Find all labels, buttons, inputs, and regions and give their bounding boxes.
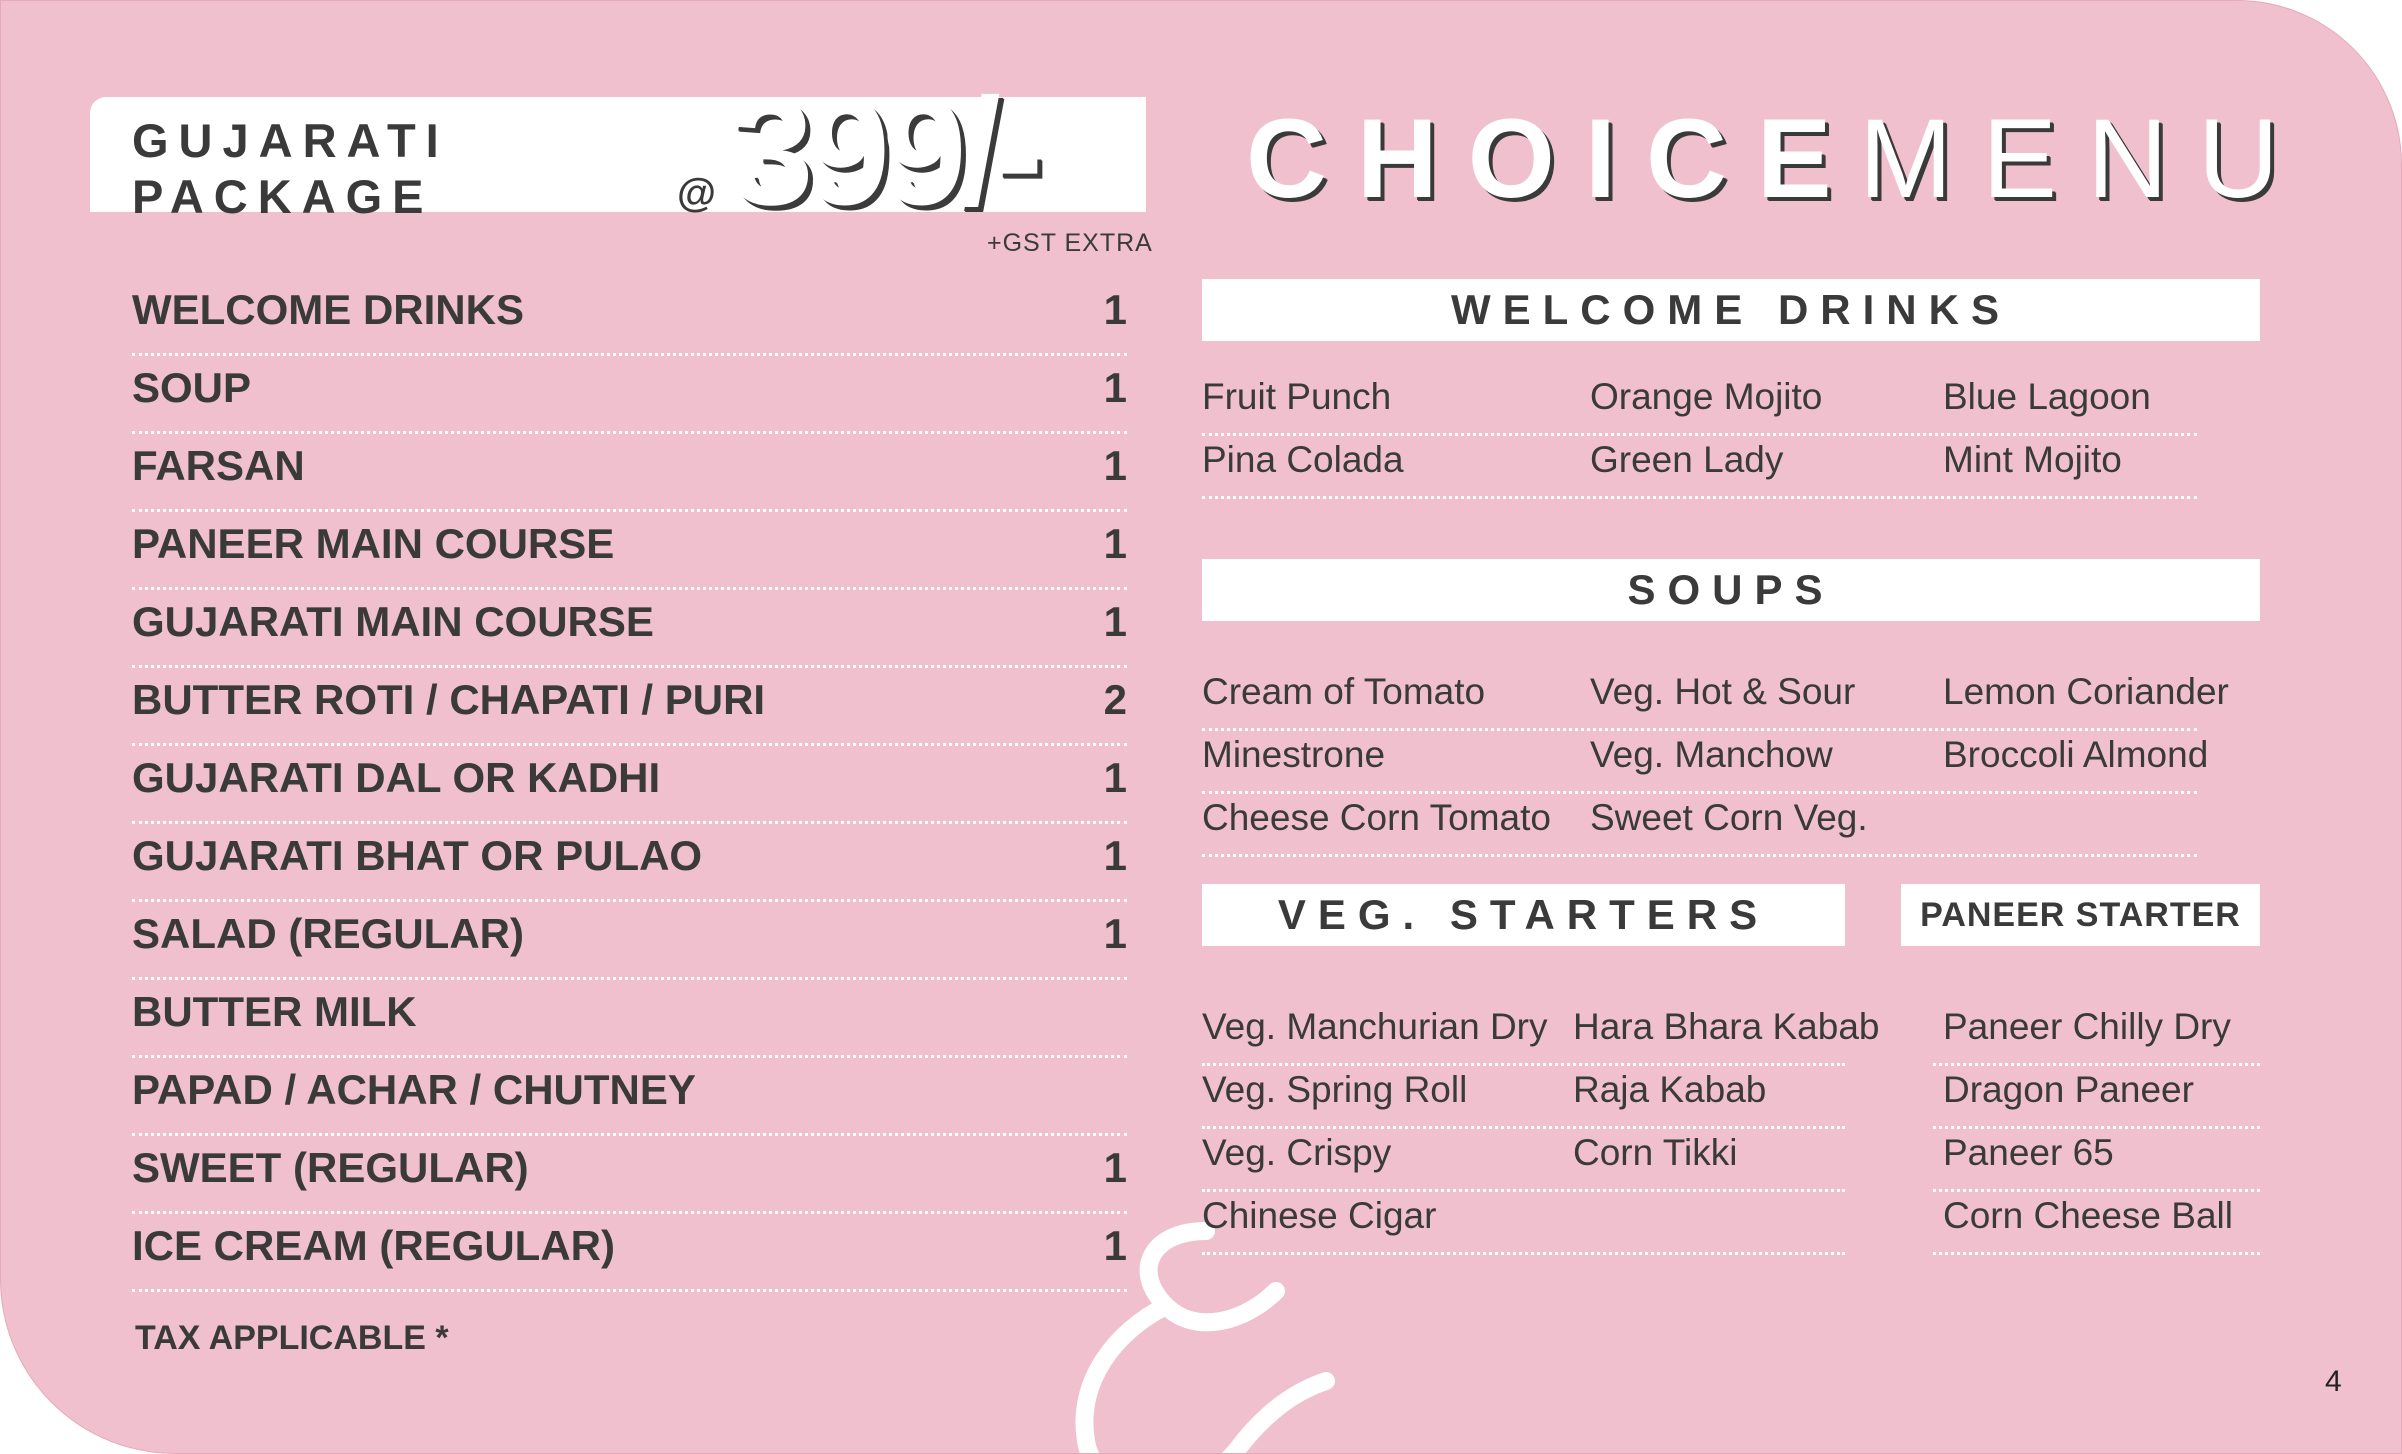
menu-item: Veg. Manchurian Dry — [1202, 1006, 1548, 1047]
dotted-divider — [1202, 1189, 1845, 1192]
price-at-symbol: @ — [677, 171, 717, 215]
dotted-divider — [1202, 1126, 1845, 1129]
package-item-row — [132, 668, 1127, 746]
package-item-qty: 1 — [1103, 286, 1127, 333]
package-item-row — [132, 1214, 1127, 1292]
package-item-name: GUJARATI DAL OR KADHI — [132, 754, 661, 801]
package-item-name: SOUP — [132, 364, 252, 411]
page-number: 4 — [2325, 1365, 2342, 1398]
package-item-row — [132, 512, 1127, 590]
package-item-row — [132, 434, 1127, 512]
choice-heading: CHOICE — [1246, 96, 1862, 221]
menu-item: Veg. Manchow — [1590, 734, 1833, 775]
package-item-qty: 1 — [1103, 1144, 1127, 1191]
menu-item: Minestrone — [1202, 734, 1386, 775]
menu-item: Fruit Punch — [1202, 376, 1392, 417]
paneer-starter-header: PANEER STARTER — [1901, 884, 2260, 946]
package-item-qty: 1 — [1103, 1222, 1127, 1269]
package-item-row — [132, 1136, 1127, 1214]
gst-note: +GST EXTRA — [987, 229, 1153, 257]
dotted-divider — [1202, 1252, 1845, 1255]
menu-item: Corn Cheese Ball — [1943, 1195, 2233, 1236]
dotted-divider — [1202, 496, 2197, 499]
package-item-row — [132, 902, 1127, 980]
dotted-divider — [1933, 1252, 2260, 1255]
package-item-name: PAPAD / ACHAR / CHUTNEY — [132, 1066, 696, 1113]
menu-item: Veg. Spring Roll — [1202, 1069, 1468, 1110]
package-item-name: PANEER MAIN COURSE — [132, 520, 615, 567]
veg-starters-header: VEG. STARTERS — [1202, 884, 1845, 946]
package-item-qty: 1 — [1103, 520, 1127, 567]
dotted-divider — [1933, 1126, 2260, 1129]
package-item-qty: 1 — [1103, 754, 1127, 801]
menu-item: Lemon Coriander — [1943, 671, 2229, 712]
package-item-name: ICE CREAM (REGULAR) — [132, 1222, 615, 1269]
package-price: 399/- — [729, 67, 1036, 237]
package-item-name: BUTTER MILK — [132, 988, 417, 1035]
menu-heading: MENU — [1859, 96, 2309, 221]
menu-item: Chinese Cigar — [1202, 1195, 1437, 1236]
package-item-qty: 1 — [1103, 598, 1127, 645]
menu-item: Mint Mojito — [1943, 439, 2122, 480]
menu-item: Sweet Corn Veg. — [1590, 797, 1868, 838]
menu-item: Orange Mojito — [1590, 376, 1823, 417]
menu-item: Corn Tikki — [1573, 1132, 1738, 1173]
menu-item: Broccoli Almond — [1943, 734, 2209, 775]
package-item-name: GUJARATI BHAT OR PULAO — [132, 832, 703, 879]
menu-item: Green Lady — [1590, 439, 1784, 480]
menu-item: Pina Colada — [1202, 439, 1404, 480]
package-item-name: SALAD (REGULAR) — [132, 910, 524, 957]
dotted-divider — [1933, 1063, 2260, 1066]
package-item-name: BUTTER ROTI / CHAPATI / PURI — [132, 676, 766, 723]
dotted-divider — [1933, 1189, 2260, 1192]
package-item-row — [132, 1058, 1127, 1136]
dotted-divider — [1202, 791, 2197, 794]
menu-item: Raja Kabab — [1573, 1069, 1767, 1110]
package-item-qty: 1 — [1103, 832, 1127, 879]
dotted-divider — [1202, 1063, 1845, 1066]
package-item-row — [132, 746, 1127, 824]
package-item-name: SWEET (REGULAR) — [132, 1144, 529, 1191]
menu-item: Paneer Chilly Dry — [1943, 1006, 2231, 1047]
tax-note: TAX APPLICABLE * — [135, 1319, 449, 1357]
package-item-row — [132, 980, 1127, 1058]
welcome-drinks-header: WELCOME DRINKS — [1202, 279, 2260, 341]
package-item-list — [132, 278, 1127, 1292]
dotted-divider — [1202, 728, 2197, 731]
menu-item: Veg. Hot & Sour — [1590, 671, 1856, 712]
menu-item: Cheese Corn Tomato — [1202, 797, 1551, 838]
package-item-row — [132, 356, 1127, 434]
package-title: GUJARATI PACKAGE — [132, 114, 449, 223]
package-item-name: WELCOME DRINKS — [132, 286, 524, 333]
package-item-row — [132, 824, 1127, 902]
package-item-qty: 2 — [1103, 676, 1127, 723]
dotted-divider — [1202, 854, 2197, 857]
package-item-name: GUJARATI MAIN COURSE — [132, 598, 654, 645]
dotted-divider — [1202, 433, 2197, 436]
package-item-row — [132, 278, 1127, 356]
package-item-row — [132, 590, 1127, 668]
menu-item: Veg. Crispy — [1202, 1132, 1392, 1173]
package-item-name: FARSAN — [132, 442, 305, 489]
menu-item: Hara Bhara Kabab — [1573, 1006, 1880, 1047]
menu-item: Paneer 65 — [1943, 1132, 2114, 1173]
menu-item: Cream of Tomato — [1202, 671, 1486, 712]
soups-header: SOUPS — [1202, 559, 2260, 621]
package-item-qty: 1 — [1103, 442, 1127, 489]
menu-item: Dragon Paneer — [1943, 1069, 2194, 1110]
package-item-qty: 1 — [1103, 364, 1127, 411]
menu-item: Blue Lagoon — [1943, 376, 2151, 417]
package-item-qty: 1 — [1103, 910, 1127, 957]
